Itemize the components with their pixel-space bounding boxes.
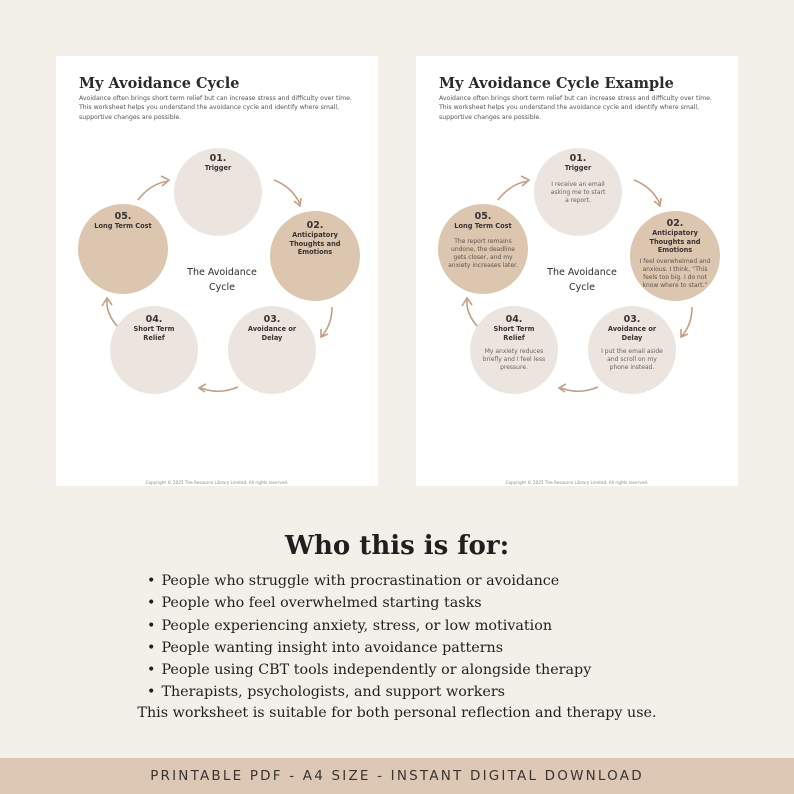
cycle-step-relief [470,306,558,394]
cycle-step-cost [78,204,168,294]
list-item: • People who struggle with procrastination or avoidance [147,570,591,592]
center-line-1: The Avoidance [187,267,257,278]
step-label: Anticipatory Thoughts and Emotions [649,229,701,255]
center-line-1: The Avoidance [547,267,617,278]
step-example: The report remains undone, the deadline gets closer, and my anxiety increases later. [448,237,518,269]
step-number: 02. [666,218,684,229]
list-item: • People using CBT tools independently or alongside therapy [147,659,591,681]
step-number: 05. [114,211,132,222]
audience-closing: This worksheet is suitable for both personal reflection and therapy use. [137,705,657,721]
step-example: I receive an email asking me to start a report. [550,180,606,204]
download-banner [0,758,794,794]
step-label: Trigger [204,164,232,172]
step-number: 05. [474,211,492,222]
list-item: • People wanting insight into avoidance patterns [147,637,591,659]
step-label: Avoidance or Delay [607,325,657,342]
center-line-2: Cycle [569,281,595,293]
step-number: 01. [569,153,587,164]
step-number: 03. [623,314,641,325]
step-number: 03. [263,314,281,325]
step-label: Trigger [564,164,592,172]
cycle-step-avoidance [228,306,316,394]
step-label: Anticipatory Thoughts and Emotions [289,231,341,257]
worksheet-blank [56,56,378,486]
step-number: 04. [145,314,163,325]
banner-text: PRINTABLE PDF - A4 SIZE - INSTANT DIGITAL DOWNLOAD [150,768,644,784]
step-number: 02. [306,220,324,231]
arrow-trigger-to-thoughts [634,180,660,204]
sheet-description: Avoidance often brings short term relief but can increase stress and difficulty over time. This worksheet helps you understand the avoidance cycle and identify where small, supportive changes are possible. [79,95,352,121]
sheet-description: Avoidance often brings short term relief but can increase stress and difficulty over time. This worksheet helps you understand the avoidance cycle and identify where small, supportive changes are possible. [439,95,712,121]
cycle-step-relief [110,306,198,394]
list-item: • People experiencing anxiety, stress, or low motivation [147,615,591,637]
step-label: Short Term Relief [133,325,175,342]
copyright: Copyright © 2025 The Resource Library Limited. All rights reserved. [145,480,289,485]
cycle-step-avoidance [588,306,676,394]
step-number: 04. [505,314,523,325]
audience-list [147,570,591,704]
arrow-avoidance-to-relief [201,387,238,391]
cycle-step-trigger [174,148,262,236]
cycle-step-thoughts [630,211,720,301]
step-label: Long Term Cost [94,222,152,230]
step-number: 01. [209,153,227,164]
arrow-thoughts-to-avoidance [322,307,332,336]
step-label: Long Term Cost [454,222,512,230]
step-example: I put the email aside and scroll on my phone instead. [601,348,663,372]
step-example: My anxiety reduces briefly and I feel less pressure. [482,348,546,372]
copyright: Copyright © 2025 The Resource Library Limited. All rights reserved. [505,480,649,485]
audience-heading: Who this is for: [284,531,510,561]
step-label: Avoidance or Delay [247,325,297,342]
sheet-title: My Avoidance Cycle [79,75,240,92]
arrow-trigger-to-thoughts [274,180,300,204]
arrow-thoughts-to-avoidance [682,307,692,336]
worksheet-example [416,56,738,486]
center-line-2: Cycle [209,281,235,293]
cycle-step-cost [438,204,528,294]
step-label: Short Term Relief [493,325,535,342]
cycle-step-thoughts [270,211,360,301]
cycle-center-title [172,266,272,295]
cycle-center-title [532,266,632,295]
cycle-step-trigger [534,148,622,236]
list-item: • People who feel overwhelmed starting tasks [147,592,591,614]
list-item: • Therapists, psychologists, and support workers [147,681,591,703]
sheet-title: My Avoidance Cycle Example [439,75,674,92]
arrow-avoidance-to-relief [561,387,598,391]
step-example: I feel overwhelmed and anxious. I think, “This feels too big. I do not know where to start.” [639,257,711,289]
